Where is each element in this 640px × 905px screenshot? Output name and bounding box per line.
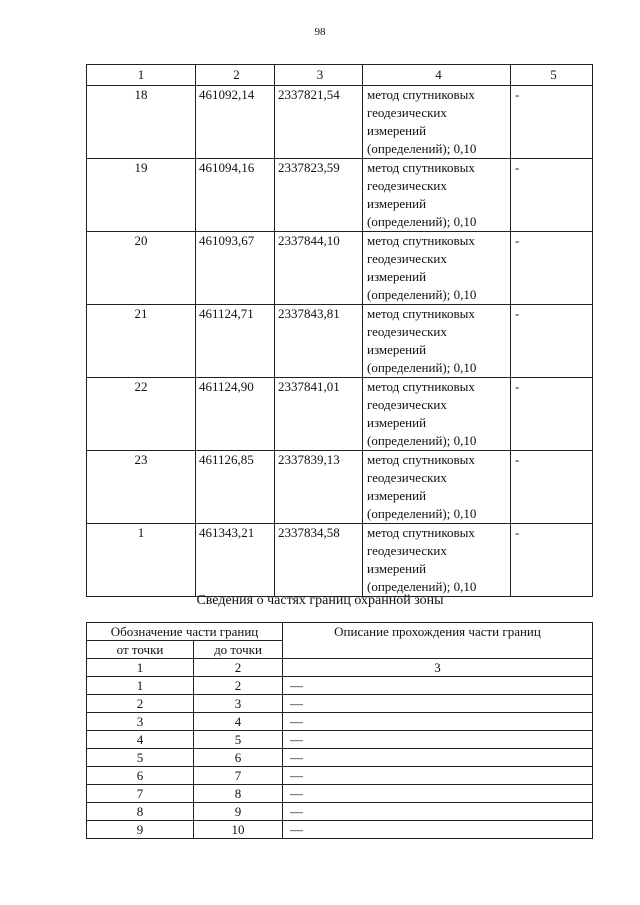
- y-coordinate-cell: 2337839,13: [275, 451, 363, 524]
- note-cell: -: [511, 378, 593, 451]
- method-cell: метод спутниковых геодезических измерений (определений); 0,10: [363, 232, 511, 305]
- from-point-cell: 2: [87, 695, 194, 713]
- description-cell: —: [283, 785, 593, 803]
- table-row: [87, 232, 593, 305]
- parts-group-header: Обозначение части границ: [87, 623, 283, 641]
- parts-num-3: 3: [283, 659, 593, 677]
- method-cell: метод спутниковых геодезических измерений (определений); 0,10: [363, 378, 511, 451]
- note-cell: -: [511, 451, 593, 524]
- point-number-cell: 23: [87, 451, 196, 524]
- parts-num-2: 2: [194, 659, 283, 677]
- table-row: [87, 749, 593, 767]
- note-cell: -: [511, 524, 593, 597]
- from-point-cell: 5: [87, 749, 194, 767]
- method-cell: метод спутниковых геодезических измерений (определений); 0,10: [363, 524, 511, 597]
- description-cell: —: [283, 713, 593, 731]
- coord-header-3: 3: [275, 65, 363, 86]
- point-number-cell: 20: [87, 232, 196, 305]
- x-coordinate-cell: 461126,85: [196, 451, 275, 524]
- point-number-cell: 21: [87, 305, 196, 378]
- y-coordinate-cell: 2337834,58: [275, 524, 363, 597]
- method-cell: метод спутниковых геодезических измерений (определений); 0,10: [363, 159, 511, 232]
- x-coordinate-cell: 461124,90: [196, 378, 275, 451]
- table-row: [87, 378, 593, 451]
- coord-header-1: 1: [87, 65, 196, 86]
- table-row: [87, 785, 593, 803]
- description-cell: —: [283, 677, 593, 695]
- table-row: [87, 713, 593, 731]
- table-row: [87, 159, 593, 232]
- method-cell: метод спутниковых геодезических измерений (определений); 0,10: [363, 305, 511, 378]
- description-cell: —: [283, 695, 593, 713]
- to-point-cell: 3: [194, 695, 283, 713]
- from-point-cell: 4: [87, 731, 194, 749]
- coord-header-5: 5: [511, 65, 593, 86]
- coord-header-2: 2: [196, 65, 275, 86]
- from-point-cell: 1: [87, 677, 194, 695]
- to-point-cell: 9: [194, 803, 283, 821]
- method-cell: метод спутниковых геодезических измерений (определений); 0,10: [363, 451, 511, 524]
- parts-to-header: до точки: [194, 641, 283, 659]
- description-cell: —: [283, 749, 593, 767]
- description-cell: —: [283, 803, 593, 821]
- parts-from-header: от точки: [87, 641, 194, 659]
- parts-number-row: [87, 659, 593, 677]
- to-point-cell: 10: [194, 821, 283, 839]
- from-point-cell: 3: [87, 713, 194, 731]
- point-number-cell: 22: [87, 378, 196, 451]
- from-point-cell: 6: [87, 767, 194, 785]
- to-point-cell: 6: [194, 749, 283, 767]
- to-point-cell: 8: [194, 785, 283, 803]
- x-coordinate-cell: 461124,71: [196, 305, 275, 378]
- to-point-cell: 2: [194, 677, 283, 695]
- parts-header-row-1: [87, 623, 593, 641]
- point-number-cell: 19: [87, 159, 196, 232]
- section-title: Сведения о частях границ охранной зоны: [196, 593, 444, 608]
- y-coordinate-cell: 2337841,01: [275, 378, 363, 451]
- table-row: [87, 451, 593, 524]
- point-number-cell: 1: [87, 524, 196, 597]
- table-row: [87, 731, 593, 749]
- description-cell: —: [283, 767, 593, 785]
- table-row: [87, 695, 593, 713]
- y-coordinate-cell: 2337844,10: [275, 232, 363, 305]
- coord-header-4: 4: [363, 65, 511, 86]
- note-cell: -: [511, 232, 593, 305]
- x-coordinate-cell: 461093,67: [196, 232, 275, 305]
- table-row: [87, 86, 593, 159]
- x-coordinate-cell: 461092,14: [196, 86, 275, 159]
- point-number-cell: 18: [87, 86, 196, 159]
- from-point-cell: 9: [87, 821, 194, 839]
- to-point-cell: 4: [194, 713, 283, 731]
- description-cell: —: [283, 731, 593, 749]
- y-coordinate-cell: 2337843,81: [275, 305, 363, 378]
- y-coordinate-cell: 2337823,59: [275, 159, 363, 232]
- to-point-cell: 7: [194, 767, 283, 785]
- y-coordinate-cell: 2337821,54: [275, 86, 363, 159]
- table-row: [87, 821, 593, 839]
- parts-desc-header: Описание прохождения части границ: [283, 623, 593, 659]
- note-cell: -: [511, 159, 593, 232]
- table-row: [87, 803, 593, 821]
- table-row: [87, 767, 593, 785]
- from-point-cell: 8: [87, 803, 194, 821]
- coord-header-row: [87, 65, 593, 86]
- description-cell: —: [283, 821, 593, 839]
- x-coordinate-cell: 461343,21: [196, 524, 275, 597]
- method-cell: метод спутниковых геодезических измерений (определений); 0,10: [363, 86, 511, 159]
- note-cell: -: [511, 86, 593, 159]
- boundary-parts-table: [86, 622, 593, 839]
- table-row: [87, 677, 593, 695]
- from-point-cell: 7: [87, 785, 194, 803]
- parts-num-1: 1: [87, 659, 194, 677]
- x-coordinate-cell: 461094,16: [196, 159, 275, 232]
- page-number: 98: [314, 26, 326, 38]
- table-row: [87, 524, 593, 597]
- coordinates-table: [86, 64, 593, 597]
- table-row: [87, 305, 593, 378]
- to-point-cell: 5: [194, 731, 283, 749]
- note-cell: -: [511, 305, 593, 378]
